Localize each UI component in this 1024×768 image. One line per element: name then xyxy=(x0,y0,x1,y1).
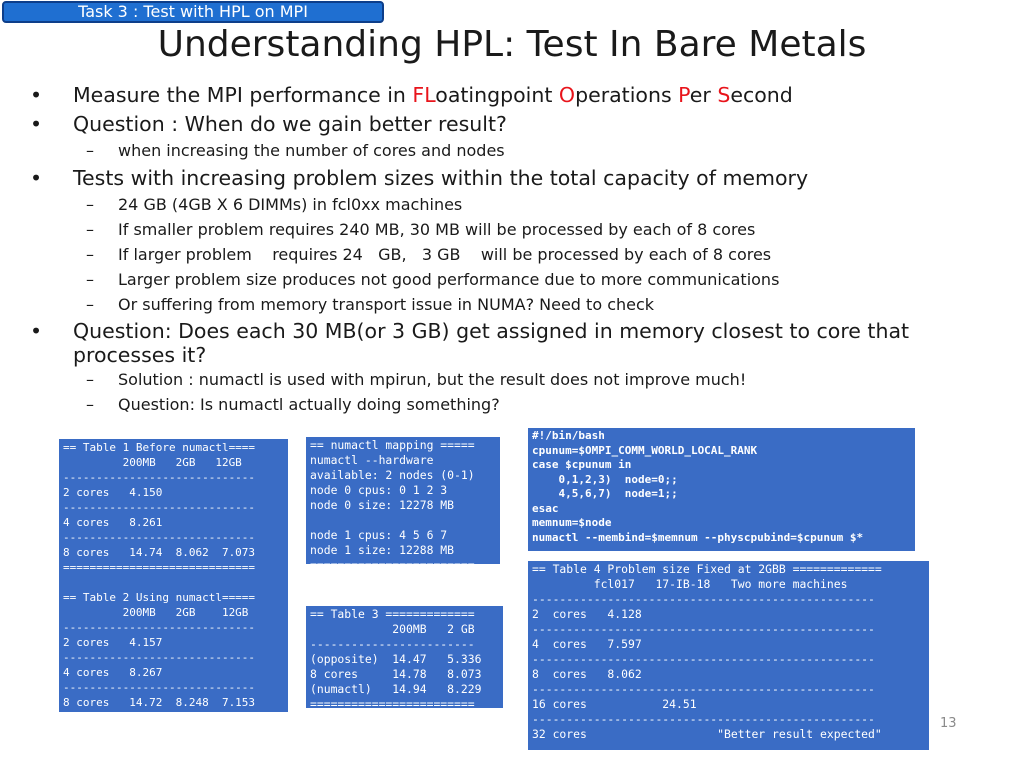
terminal-numactl-mapping: == numactl mapping ===== numactl --hardware available: 2 nodes (0-1) node 0 cpus: 0 1 2 3 node 0 size: 12278 MB node 1 cpus: 4 5 6 7 node 1 size: 12288 MB ======================== xyxy=(306,437,500,564)
terminal-script: #!/bin/bash cpunum=$OMPI_COMM_WORLD_LOCAL_RANK case $cpunum in 0,1,2,3) node=0;; 4,5,6,7) node=1;; esac memnum=$node numactl --membind=$memnum --physcpubind=$cpunum $* xyxy=(528,428,915,551)
dash-icon: – xyxy=(86,141,94,160)
bullet-tests: • Tests with increasing problem sizes within the total capacity of memory xyxy=(30,166,809,190)
terminal-table-3: == Table 3 ============= 200MB 2 GB ------------------------ (opposite) 14.47 5.336 8 cores 14.78 8.073 (numactl) 14.94 8.229 ======================== xyxy=(306,606,503,708)
sub-bullet-numa: – Or suffering from memory transport issue in NUMA? Need to check xyxy=(30,292,1005,317)
bullet-measure: • Measure the MPI performance in FLoatingpoint Operations Per Second xyxy=(30,83,793,107)
bullet-question-2: • Question: Does each 30 MB(or 3 GB) get assigned in memory closest to core that processes it? xyxy=(30,319,910,367)
bullet-icon: • xyxy=(30,319,43,343)
dash-icon: – xyxy=(86,245,94,264)
page-number: 13 xyxy=(940,716,957,731)
task-tag: Task 3 : Test with HPL on MPI xyxy=(2,1,384,23)
sub-bullet-cores-nodes: – when increasing the number of cores and nodes xyxy=(30,138,1005,163)
bullet-question-1: • Question : When do we gain better result? xyxy=(30,112,507,136)
dash-icon: – xyxy=(86,395,94,414)
bullet-icon: • xyxy=(30,112,43,136)
sub-bullet-larger: – If larger problem requires 24 GB, 3 GB will be processed by each of 8 cores xyxy=(30,242,1005,267)
terminal-tables-1-2: == Table 1 Before numactl==== 200MB 2GB 12GB ----------------------------- 2 cores 4.150 ----------------------------- 4 cores 8.261 ----------------------------- 8 cores 14.74 8.062 7.073 ============================= == Table 2 Using numactl===== 200MB 2GB 12GB ----------------------------- 2 cores 4.157 ----------------------------- 4 cores 8.267 ----------------------------- 8 cores 14.72 8.248 7.153 xyxy=(59,439,288,712)
dash-icon: – xyxy=(86,370,94,389)
dash-icon: – xyxy=(86,270,94,289)
bullet-icon: • xyxy=(30,83,43,107)
sub-bullet-memory: – 24 GB (4GB X 6 DIMMs) in fcl0xx machines xyxy=(30,192,1005,217)
bullet-icon: • xyxy=(30,166,43,190)
sub-bullet-solution: – Solution : numactl is used with mpirun, but the result does not improve much! xyxy=(30,367,1005,392)
bullet-list xyxy=(30,82,1005,417)
sub-bullet-communications: – Larger problem size produces not good performance due to more communications xyxy=(30,267,1005,292)
sub-bullet-smaller: – If smaller problem requires 240 MB, 30 MB will be processed by each of 8 cores xyxy=(30,217,1005,242)
dash-icon: – xyxy=(86,195,94,214)
terminal-table-4: == Table 4 Problem size Fixed at 2GBB ============= fcl017 17-IB-18 Two more machines -------------------------------------------------- 2 cores 4.128 -------------------------------------------------- 4 cores 7.597 -------------------------------------------------- 8 cores 8.062 -------------------------------------------------- 16 cores 24.51 -------------------------------------------------- 32 cores "Better result expected" xyxy=(528,561,929,750)
dash-icon: – xyxy=(86,295,94,314)
sub-bullet-numactl-question: – Question: Is numactl actually doing something? xyxy=(30,392,1005,417)
slide-title: Understanding HPL: Test In Bare Metals xyxy=(157,24,867,65)
dash-icon: – xyxy=(86,220,94,239)
